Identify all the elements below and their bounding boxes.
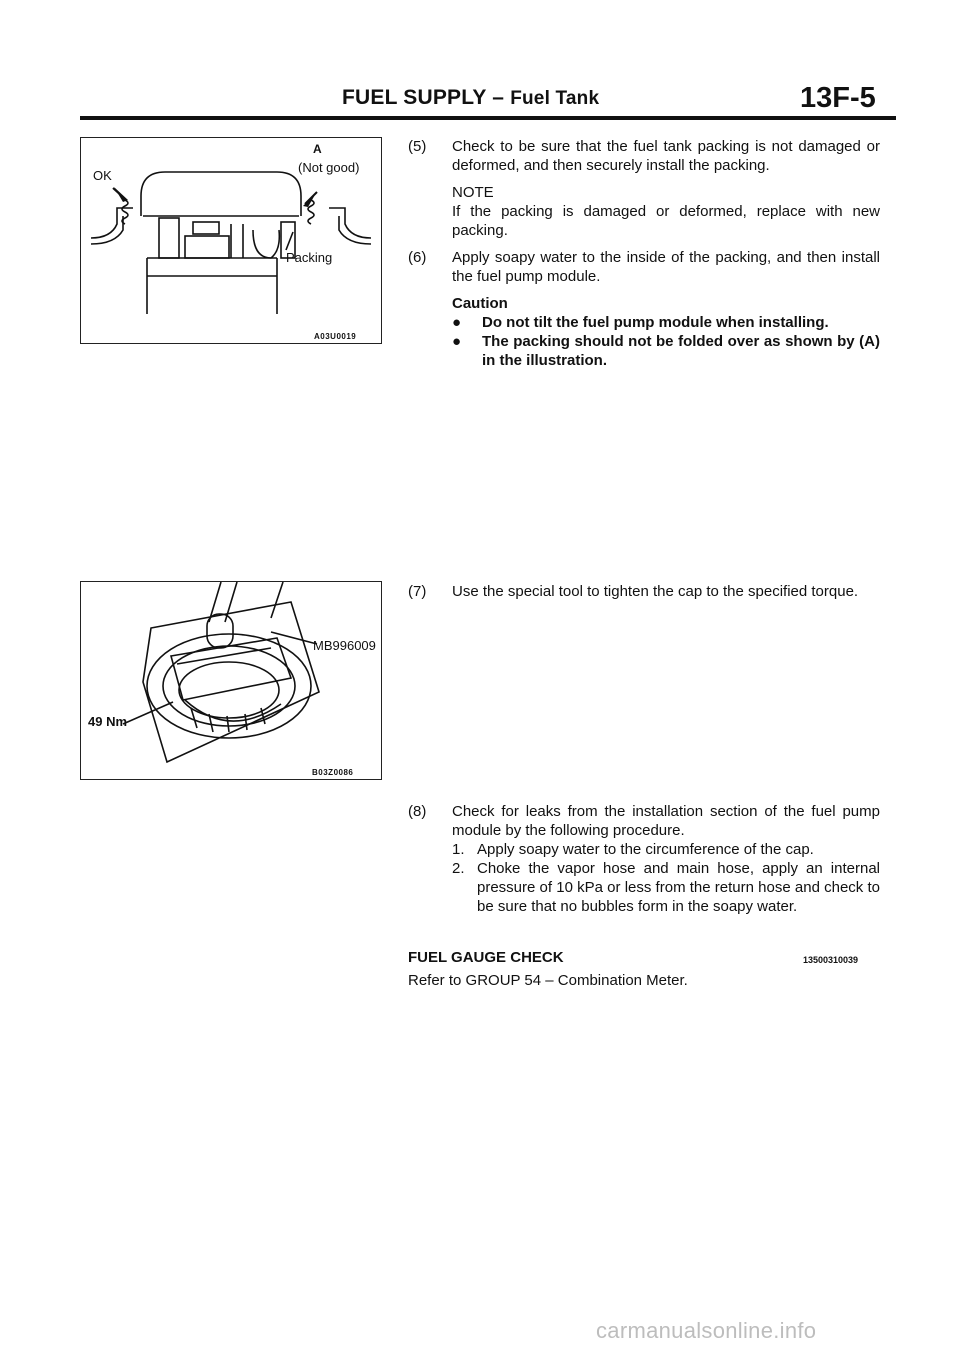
step-number: (7) xyxy=(408,583,427,600)
step-number: (8) xyxy=(408,803,427,820)
sub-step-number: 2. xyxy=(452,860,465,877)
fuel-gauge-heading: FUEL GAUGE CHECK xyxy=(408,949,564,966)
step-8 xyxy=(408,802,880,840)
header-separator: – xyxy=(492,86,505,109)
caution-label: Caution xyxy=(452,295,508,312)
figure-special-tool xyxy=(80,581,382,780)
label-packing: Packing xyxy=(286,250,333,265)
figure-packing-installation xyxy=(80,137,382,344)
sub-step-text: Choke the vapor hose and main hose, apply an internal pressure of 10 kPa or less from the return hose and check to be sure that no bubbles form in the soapy water. xyxy=(477,860,880,915)
header-rule xyxy=(80,116,896,120)
sub-step-text: Apply soapy water to the circumference of the cap. xyxy=(477,841,814,858)
step-5 xyxy=(408,137,880,175)
special-tool-illustration xyxy=(81,582,381,779)
label-tool: MB996009 xyxy=(313,638,376,653)
label-torque: 49 Nm xyxy=(88,714,128,729)
figure-code: A03U0019 xyxy=(314,332,357,341)
label-not-good: (Not good) xyxy=(298,160,360,175)
step-text: Use the special tool to tighten the cap to the specified torque. xyxy=(452,583,859,600)
step-8-block xyxy=(408,802,880,916)
figure-code: B03Z0086 xyxy=(312,768,354,777)
note-label: NOTE xyxy=(452,184,494,201)
caution-list xyxy=(408,313,880,370)
step-number: (5) xyxy=(408,138,427,155)
caution-text: The packing should not be folded over as shown by (A) in the illustration. xyxy=(482,333,880,369)
step-7 xyxy=(408,582,880,601)
page-number: 13F-5 xyxy=(800,82,876,114)
section-title: FUEL SUPPLY xyxy=(342,86,487,109)
sub-step-number: 1. xyxy=(452,841,465,858)
step-text: Check to be sure that the fuel tank packing is not damaged or deformed, and then securely install the packing. xyxy=(452,138,880,174)
step-text: Apply soapy water to the inside of the packing, and then install the fuel pump module. xyxy=(452,249,880,285)
note-text: If the packing is damaged or deformed, replace with new packing. xyxy=(452,203,880,239)
sub-step-2 xyxy=(452,859,880,916)
step-7-block xyxy=(408,582,880,601)
caution-item xyxy=(452,332,880,370)
step-number: (6) xyxy=(408,249,427,266)
steps-5-6 xyxy=(408,137,880,370)
label-a: A xyxy=(313,142,322,156)
page-header-title xyxy=(342,86,599,110)
fuel-gauge-reference: Refer to GROUP 54 – Combination Meter. xyxy=(408,972,688,989)
sub-steps xyxy=(408,840,880,916)
watermark: carmanualsonline.info xyxy=(596,1318,817,1343)
caution-text: Do not tilt the fuel pump module when installing. xyxy=(482,314,829,331)
step-6 xyxy=(408,248,880,286)
caution-item xyxy=(452,313,880,332)
bullet-dot: ● xyxy=(452,333,462,350)
bullet-dot: ● xyxy=(452,314,462,331)
sub-step-1 xyxy=(452,840,880,859)
step-text: Check for leaks from the installation section of the fuel pump module by the following procedure. xyxy=(452,803,880,839)
fuel-gauge-code: 13500310039 xyxy=(803,955,859,965)
label-ok: OK xyxy=(93,168,112,183)
subsection-title: Fuel Tank xyxy=(510,88,600,109)
